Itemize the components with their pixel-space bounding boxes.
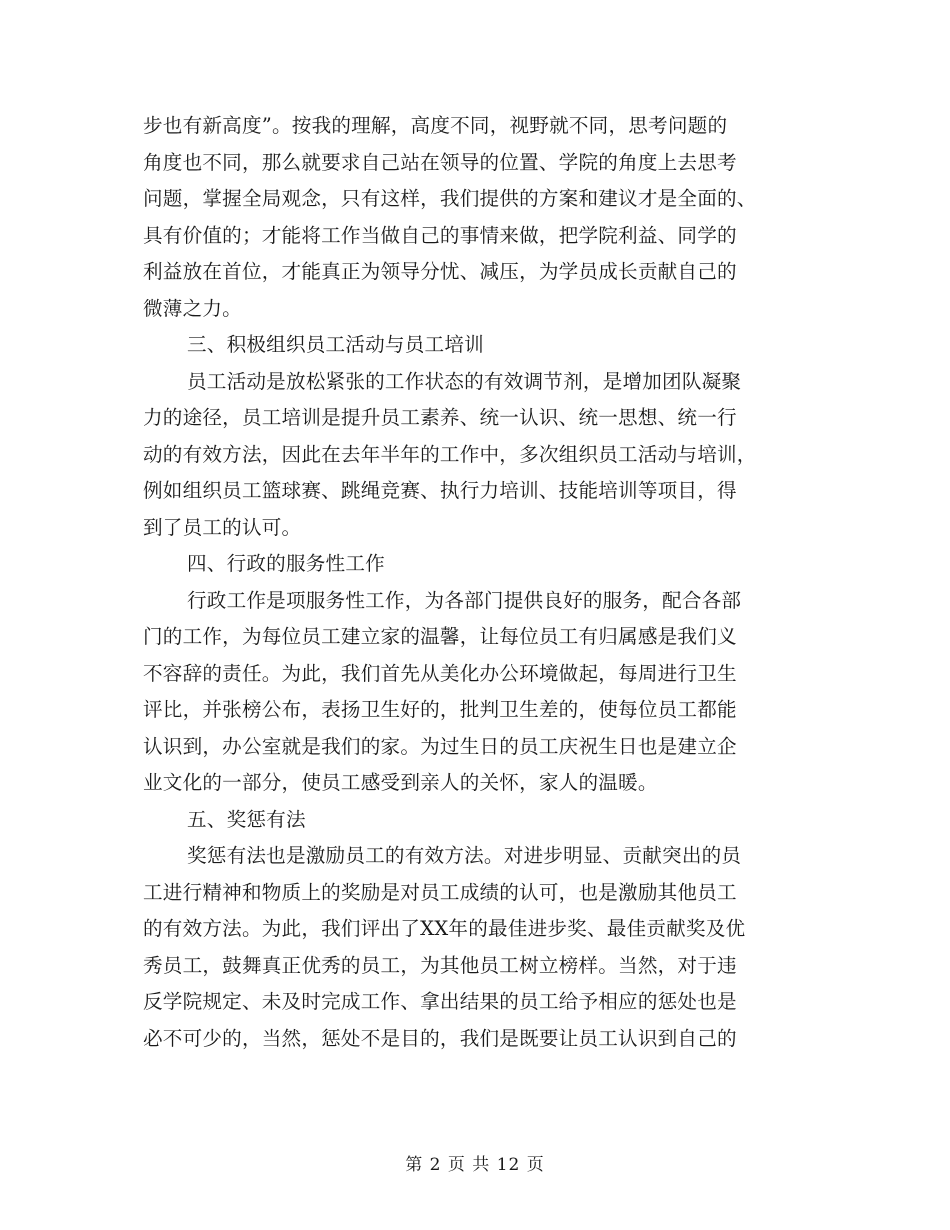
body-line: 的有效方法。为此，我们评出了XX年的最佳进步奖、最佳贡献奖及优 — [143, 917, 746, 940]
section-heading: 四、行政的服务性工作 — [187, 552, 385, 575]
body-line: 秀员工，鼓舞真正优秀的员工，为其他员工树立榜样。当然，对于违 — [143, 953, 737, 977]
body-line: 力的途径，员工培训是提升员工素养、统一认识、统一思想、统一行 — [143, 406, 737, 429]
body-line: 认识到，办公室就是我们的家。为过生日的员工庆祝生日也是建立企 — [143, 734, 737, 758]
paragraph-first-line: 行政工作是项服务性工作，为各部门提供良好的服务，配合各部 — [187, 588, 742, 612]
page-footer — [0, 1150, 950, 1175]
body-line: 工进行精神和物质上的奖励是对员工成绩的认可，也是激励其他员工 — [143, 880, 737, 904]
body-line: 例如组织员工篮球赛、跳绳竞赛、执行力培训、技能培训等项目，得 — [143, 479, 737, 502]
body-line: 步也有新高度”。按我的理解，高度不同，视野就不同，思考问题的 — [143, 114, 728, 137]
body-line: 反学院规定、未及时完成工作、拿出结果的员工给予相应的惩处也是 — [143, 990, 737, 1013]
body-line: 利益放在首位，才能真正为领导分忧、减压，为学员成长贡献自己的 — [143, 260, 737, 283]
paragraph-first-line: 员工活动是放松紧张的工作状态的有效调节剂，是增加团队凝聚 — [187, 369, 742, 393]
body-line: 具有价值的；才能将工作当做自己的事情来做，把学院利益、同学的 — [143, 223, 737, 247]
body-line: 不容辞的责任。为此，我们首先从美化办公环境做起，每周进行卫生 — [143, 661, 737, 685]
page-number: 第 2 页 共 12 页 — [405, 1155, 545, 1175]
body-line: 业文化的一部分，使员工感受到亲人的关怀，家人的温暖。 — [143, 771, 658, 794]
body-line: 必不可少的，当然，惩处不是目的，我们是既要让员工认识到自己的 — [143, 1026, 737, 1050]
body-line: 微薄之力。 — [143, 296, 242, 320]
body-line: 到了员工的认可。 — [143, 515, 302, 539]
body-line: 角度也不同，那么就要求自己站在领导的位置、学院的角度上去思考 — [143, 150, 737, 174]
body-line: 门的工作，为每位员工建立家的温馨，让每位员工有归属感是我们义 — [143, 625, 737, 648]
body-line: 问题，掌握全局观念，只有这样，我们提供的方案和建议才是全面的、 — [143, 187, 757, 210]
document-body — [143, 108, 813, 1057]
paragraph-first-line: 奖惩有法也是激励员工的有效方法。对进步明显、贡献突出的员 — [187, 844, 742, 867]
section-heading: 三、积极组织员工活动与员工培训 — [187, 333, 484, 356]
section-heading: 五、奖惩有法 — [187, 807, 306, 831]
body-line: 动的有效方法，因此在去年半年的工作中，多次组织员工活动与培训， — [143, 442, 757, 466]
body-line: 评比，并张榜公布，表扬卫生好的，批判卫生差的，使每位员工都能 — [143, 698, 737, 721]
